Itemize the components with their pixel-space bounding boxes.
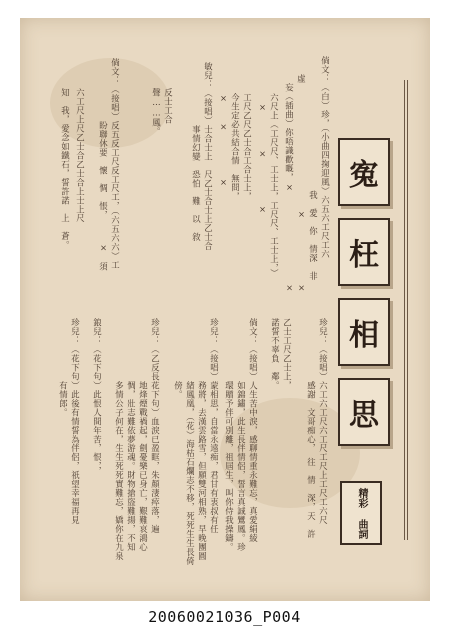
archive-id-caption: 20060021036_P004 — [148, 608, 301, 626]
lyric-column: 惆，壯志難依夢游魂。財物搶盜難揚，不知 — [126, 318, 137, 552]
lyric-column: 六工尺上尺乙士合乙士合上士上尺 — [75, 88, 86, 223]
lyric-column: × × × — [218, 93, 229, 188]
subtitle-text: 精彩 曲詞 — [356, 487, 367, 539]
decorative-border-line — [404, 80, 408, 540]
lyric-column: 聲……鳳。 — [151, 88, 162, 137]
lyric-column: 緒鳳凰，（花）海枯石爛志不移，死死生生長倚 — [185, 318, 196, 566]
lyric-column: 今生定必共結合情 無問， — [230, 93, 241, 201]
lyric-column: 盼聯休要 懷 惆 悵， × 須 — [98, 58, 109, 272]
lyric-column: 倘文：（接唱）人生苦中淚，感聊情重永難忘，真愛絹綾 — [248, 318, 259, 543]
lyric-column: 六尺上（工尺尺、工士上，工尺尺、工士上，） — [269, 93, 280, 278]
lyric-column: 敏兒：（接唱）士合士上 尺乙士合士上乙士合 — [203, 62, 214, 251]
lyric-column: 事情幻變 恐怕 難 以 敘 — [191, 62, 202, 242]
lyric-column: 珍兒：（花下句）此後有情誓為伴侶，祇望幸福再見 — [70, 318, 81, 525]
lyric-column: 乙士工尺乙士上， — [282, 318, 293, 390]
lyric-column: 我 愛 你 情深 非 — [308, 56, 319, 281]
lyric-column: × × × — [257, 93, 268, 215]
lyric-column: 倘文：（接唱）反五反工尺反工尺工，（六五六六）工 — [110, 58, 121, 270]
subtitle-box — [340, 481, 382, 545]
lyric-column: 務將，去漢雲路雪，但願雙河相熟，早晚團圓 — [197, 318, 208, 561]
lyric-column: 工尺乙尺乙士合工合士上， — [242, 93, 253, 201]
lyrics-page — [20, 18, 430, 601]
title-char-box: 思 — [338, 378, 390, 446]
lyric-column: 珍兒：（乙反長花下句）血淚已盈眶，朱顏淒瘁落，遍 — [150, 318, 161, 534]
lyric-column: 反士工合 — [163, 88, 174, 124]
lyric-column: 環贈予伴可別離，祖屆生，叫你侍我操鑄。 — [224, 318, 235, 552]
lyric-column: 珍兒：（接唱）六工六工尺六工尺工尺上工尺工六尺 — [318, 318, 329, 525]
lyric-column: 如錦鏽，此生長伴情侶，誓言真誠鸞鳳。珍 — [236, 318, 247, 552]
lyric-column: 諾誓不辜負 鄰。 — [270, 318, 281, 390]
lyric-column: 感謝 文哥痴心， 往 情 深，天 許 — [306, 318, 317, 539]
title-char-box: 相 — [338, 298, 390, 366]
lyric-column: 鋃兒：（花下句）此恨人間年苦，恨，， — [92, 318, 103, 476]
title-char-box: 寃 — [338, 138, 390, 206]
lyric-column: 珍兒：（接唱）蒙相思，自當永遠痴，君甘有衷叔有任 — [209, 318, 220, 534]
lyric-column: 多情公子何在，生生死死實難忘，嬌你在九泉 — [114, 318, 125, 561]
lyric-column: 虛 × × — [296, 56, 307, 293]
title-char-box: 枉 — [338, 218, 390, 286]
lyric-column: 傍。 — [173, 318, 184, 399]
lyric-column: 倘文：（白）珍，（小曲四掬迎風）六五六工尺工六 — [320, 56, 331, 259]
lyric-column: 知 我，愛念如鐵石，誓許諾 上 蒼。 — [60, 88, 71, 250]
lyric-column: 地烽煙戰禍起，劍憂樂已身亡，艱難哀鴻心 — [138, 318, 149, 552]
lyric-column: 妄（插曲）你唔識歡嘅，× × — [284, 56, 295, 293]
lyric-column: 有情郎。 — [58, 318, 69, 417]
